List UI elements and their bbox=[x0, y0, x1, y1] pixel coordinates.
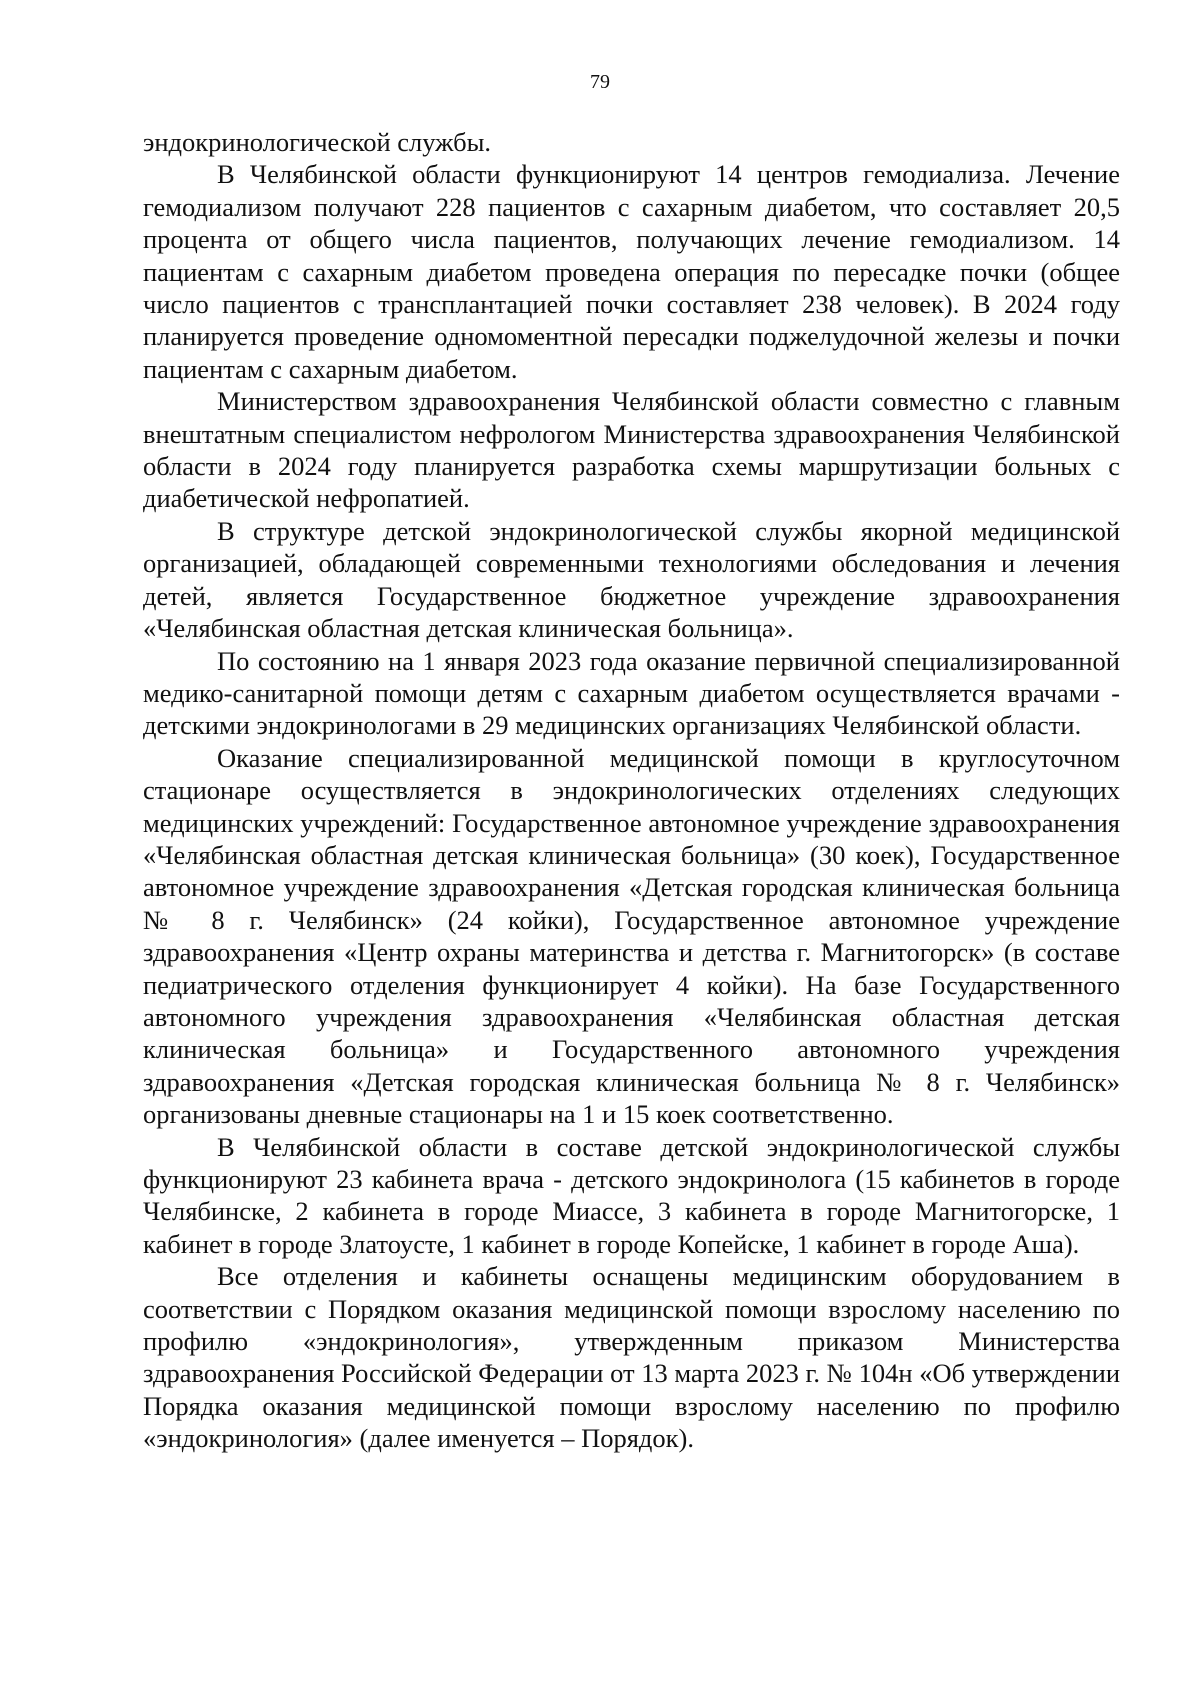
paragraph-hemodialysis: В Челябинской области функционируют 14 центров гемодиализа. Лечение гемодиализом получают 228 пациентов с сахарным диабетом, что составляет 20,5 процента от общего числа пациентов, получающих лечение гемодиализом. 14 пациентам с сахарным диабетом проведена операция по пересадке почки (общее число пациентов с трансплантацией почки составляет 238 человек). В 2024 году планируется проведение одномоментной пересадки поджелудочной железы и почки пациентам с сахарным диабетом. bbox=[143, 159, 1120, 384]
paragraph-pediatric-anchor-organization: В структуре детской эндокринологической службы якорной медицинской организацией, обладающей современными технологиями обследования и лечения детей, является Государственное бюджетное учреждение здравоохранения «Челябинская областная детская клиническая больница». bbox=[143, 515, 1120, 644]
paragraph-continuation: эндокринологической службы. bbox=[143, 127, 492, 157]
paragraph-equipment-order: Все отделения и кабинеты оснащены медицинским оборудованием в соответствии с Порядком оказания медицинской помощи взрослому населению по профилю «эндокринология», утвержденным приказом Министерства здравоохранения Российской Федерации от 13 марта 2023 г. № 104н «Об утверждении Порядка оказания медицинской помощи взрослому населению по профилю «эндокринология» (далее именуется – Порядок). bbox=[143, 1261, 1120, 1454]
paragraph-primary-care-status: По состоянию на 1 января 2023 года оказание первичной специализированной медико-санитарной помощи детям с сахарным диабетом осуществляется врачами - детскими эндокринологами в 29 медицинских организациях Челябинской области. bbox=[143, 645, 1120, 741]
page-number: 79 bbox=[590, 71, 610, 93]
paragraph-nephropathy-routing: Министерством здравоохранения Челябинской области совместно с главным внештатным специалистом нефрологом Министерства здравоохранения Челябинской области в 2024 году планируется разработка схемы маршрутизации больных с диабетической нефропатией. bbox=[143, 386, 1120, 514]
paragraph-endocrinologist-offices: В Челябинской области в составе детской эндокринологической службы функционируют 23 кабинета врача - детского эндокринолога (15 кабинетов в городе Челябинске, 2 кабинета в городе Миассе, 3 кабинета в городе Магнитогорске, 1 кабинет в городе Златоусте, 1 кабинет в городе Копейске, 1 кабинет в городе Аша). bbox=[143, 1131, 1120, 1259]
document-body bbox=[143, 126, 1120, 1455]
paragraph-inpatient-care: Оказание специализированной медицинской помощи в круглосуточном стационаре осуществляется в эндокринологических отделениях следующих медицинских учреждений: Государственное автономное учреждение здравоохранения «Челябинская областная детская клиническая больница» (30 коек), Государственное автономное учреждение здравоохранения «Детская городская клиническая больница № 8 г. Челябинск» (24 койки), Государственное автономное учреждение здравоохранения «Центр охраны материнства и детства г. Магнитогорск» (в составе педиатрического отделения функционирует 4 койки). На базе Государственного автономного учреждения здравоохранения «Челябинская областная детская клиническая больница» и Государственного автономного учреждения здравоохранения «Детская городская клиническая больница № 8 г. Челябинск» организованы дневные стационары на 1 и 15 коек соответственно. bbox=[143, 742, 1120, 1130]
